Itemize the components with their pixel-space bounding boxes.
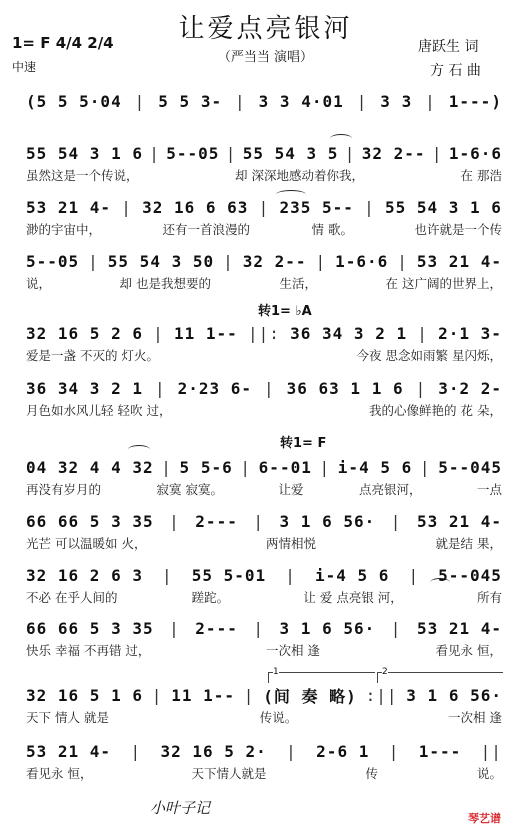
melody-measure: 36 34 3 2 1 [290, 323, 408, 343]
lyric-phrase: 所有 [476, 590, 502, 605]
melody-measure: 1-6·6 [335, 251, 389, 271]
melody-measure: 6--01 [258, 457, 312, 477]
volta-number: 1 [273, 667, 279, 677]
bar-line: | [169, 511, 180, 531]
tempo-marking: 中速 [12, 60, 37, 74]
melody-measure: i-4 5 6 [314, 565, 390, 585]
melody-row [26, 617, 502, 639]
lyric-phrase: 我的心像鲜艳的 花 朵， [369, 403, 502, 418]
bar-line: | [285, 565, 296, 585]
lyric-phrase: 传说。 [259, 710, 298, 725]
melody-measure: 04 32 4 4 32 [26, 457, 154, 477]
melody-row [26, 90, 502, 112]
bar-line: | [364, 197, 375, 217]
performer-credit: （严当当 演唱） [217, 50, 314, 65]
lyric-phrase: 两情相悦 [265, 536, 316, 551]
melody-measure: 3 1 6 56· [279, 511, 376, 531]
bar-line: | [243, 685, 255, 705]
lyrics-row [26, 534, 502, 552]
lyrics-row [26, 346, 502, 364]
melody-row [26, 564, 502, 586]
melody-measure: 55 5-01 [191, 565, 267, 585]
bar-line: | [154, 378, 166, 398]
melody-row [26, 456, 502, 478]
lyric-phrase: 在 这广阔的世界上， [385, 276, 502, 291]
lyric-phrase: 天下情人就是 [191, 766, 267, 781]
lyrics-row [26, 708, 502, 726]
melody-measure: 5 5-6 [179, 457, 233, 477]
lyric-phrase: 爱是一盏 不灭的 灯火。 [26, 348, 159, 363]
transcriber-note: 小叶子记 [150, 799, 211, 817]
melody-row [26, 250, 502, 272]
lyric-phrase: 生活， [279, 276, 318, 291]
bar-line: | [344, 143, 356, 163]
melody-measure: 1--- [418, 741, 462, 761]
melody-measure: (5 5 5·04 [26, 91, 122, 111]
bar-line: | [225, 143, 237, 163]
bar-line: | [397, 251, 408, 271]
melody-measure: 3 3 [380, 91, 413, 111]
bar-line: | [390, 618, 402, 638]
bar-line: | [419, 457, 431, 477]
melody-measure: 36 34 3 2 1 [26, 378, 143, 398]
lyric-phrase: 不必 在乎人间的 [26, 590, 118, 605]
melody-measure: 32 16 2 6 3 [26, 565, 143, 585]
melody-measure: 5--045 [438, 565, 502, 585]
melody-measure: 11 1-- [174, 323, 238, 343]
bar-line: | [315, 251, 327, 271]
melody-measure: 3 1 6 56· [279, 618, 376, 638]
lyrics-row [26, 274, 502, 292]
bar-line: | [253, 511, 264, 531]
lyric-phrase: 一点 [476, 482, 502, 497]
bar-line: | [319, 457, 331, 477]
lyrics-row [26, 480, 502, 498]
bar-line: | [153, 323, 164, 343]
bar-line: | [258, 197, 270, 217]
melody-measure: 3·2 2- [438, 378, 502, 398]
bar-line: | [415, 378, 427, 398]
melody-measure: 5--05 [26, 251, 80, 271]
bar-line: | [121, 197, 132, 217]
melody-measure: 2·23 6- [177, 378, 253, 398]
bar-line: | [134, 91, 146, 111]
melody-row [26, 142, 502, 164]
lyric-phrase: 一次相 逢 [448, 710, 502, 725]
lyric-phrase: 看见永 恒， [435, 643, 502, 658]
melody-measure: 66 66 5 3 35 [26, 511, 154, 531]
bar-line: | [235, 91, 246, 111]
melody-measure: 1-6·6 [448, 143, 502, 163]
bar-line: ||: [248, 323, 280, 343]
melody-measure: 55 54 3 1 6 [384, 197, 502, 217]
slur [128, 445, 150, 454]
lyric-phrase: 虽然这是一个传说， [26, 168, 139, 183]
lyric-phrase: 让爱 [278, 482, 304, 497]
melody-row [26, 322, 502, 344]
melody-measure: 53 21 4- [416, 618, 502, 638]
melody-measure: 2--- [195, 618, 238, 638]
lyric-phrase: 却 深深地感动着你我， [235, 168, 364, 183]
lyric-phrase: 蹉跎。 [191, 590, 230, 605]
bar-line: | [431, 143, 443, 163]
melody-row [26, 510, 502, 532]
bar-line: | [169, 618, 180, 638]
melody-measure: 2·1 3- [438, 323, 502, 343]
lyric-phrase: 光芒 可以温暖如 火， [26, 536, 147, 551]
lyric-phrase: 今夜 思念如雨繁 星闪烁， [356, 348, 502, 363]
lyric-phrase: 让 爱 点亮银 河， [303, 590, 403, 605]
lyric-phrase: 天下 情人 就是 [26, 710, 109, 725]
bar-line: | [425, 91, 436, 111]
lyric-phrase: 传 [365, 766, 378, 781]
bar-line: | [88, 251, 99, 271]
lyric-phrase: 渺的宇宙中， [26, 222, 102, 237]
lyric-phrase: 就是结 果， [435, 536, 502, 551]
lyric-phrase: 快乐 幸福 不再错 过， [26, 643, 151, 658]
melody-measure: 32 16 5 1 6 [26, 685, 143, 705]
bar-line: | [408, 565, 420, 585]
melody-measure: 3 1 6 56· [406, 685, 502, 705]
melody-measure: 32 2-- [361, 143, 426, 163]
melody-measure: 53 21 4- [26, 197, 112, 217]
melody-measure: 2--- [195, 511, 238, 531]
lyric-phrase: 说， [26, 276, 52, 291]
bar-line: | [130, 741, 142, 761]
melody-measure: 53 21 4- [26, 741, 112, 761]
melody-measure: 36 63 1 1 6 [286, 378, 404, 398]
lyric-phrase: 再没有岁月的 [26, 482, 102, 497]
bar-line: | [149, 143, 160, 163]
melody-measure: 32 16 5 2 6 [26, 323, 143, 343]
lyrics-row [26, 220, 502, 238]
melody-measure: 2-6 1 [316, 741, 370, 761]
lyric-phrase: 说。 [476, 766, 502, 781]
lyric-phrase: 还有一首浪漫的 [162, 222, 251, 237]
bar-line: | [162, 565, 173, 585]
composer-credit: 方 石 曲 [430, 63, 481, 79]
lyrics-row [26, 764, 502, 782]
volta-number: 2 [382, 667, 388, 677]
lyric-phrase: 情 歌。 [311, 222, 353, 237]
lyrics-row [26, 588, 502, 606]
bar-line: | [264, 378, 275, 398]
melody-measure: 1---) [448, 91, 502, 111]
melody-measure: 235 5-- [279, 197, 354, 217]
site-watermark: 琴艺谱 [468, 812, 501, 825]
volta-bracket-second [377, 667, 503, 683]
bar-line: | [356, 91, 368, 111]
melody-measure: 32 16 5 2· [160, 741, 267, 761]
modulation-mark: 转1= ♭A [258, 304, 312, 319]
melody-measure: 55 54 3 50 [107, 251, 215, 271]
lyrics-row [26, 166, 502, 184]
key-signature: 1= F 4/4 2/4 [12, 34, 114, 52]
lyric-phrase: 寂寞 寂寞。 [156, 482, 223, 497]
bar-line: || [480, 741, 502, 761]
modulation-mark: 转1= F [280, 436, 327, 451]
melody-measure: 5--045 [438, 457, 502, 477]
bar-line: | [417, 323, 428, 343]
melody-row [26, 196, 502, 218]
bar-line: | [253, 618, 264, 638]
lyrics-row [26, 641, 502, 659]
melody-measure: 53 21 4- [416, 251, 502, 271]
melody-measure: 55 54 3 1 6 [26, 143, 143, 163]
bar-line: | [388, 741, 400, 761]
melody-measure: 5 5 3- [158, 91, 223, 111]
bar-line: | [286, 741, 297, 761]
bar-line: | [223, 251, 234, 271]
melody-measure: 66 66 5 3 35 [26, 618, 154, 638]
melody-measure: i-4 5 6 [337, 457, 413, 477]
lyric-phrase: 月色如水风儿轻 轻吹 过， [26, 403, 172, 418]
lyric-phrase: 在 那浩 [460, 168, 502, 183]
melody-measure: 11 1-- [171, 685, 235, 705]
melody-row [26, 740, 502, 762]
melody-row [26, 684, 502, 706]
bar-line: | [161, 457, 172, 477]
volta-bracket-first [268, 667, 375, 683]
bar-line: :|| [365, 685, 398, 705]
melody-measure: 32 2-- [242, 251, 307, 271]
bar-line: | [390, 511, 402, 531]
lyric-phrase: 一次相 逢 [265, 643, 320, 658]
melody-measure: 5--05 [166, 143, 220, 163]
lyric-phrase: 看见永 恒， [26, 766, 93, 781]
bar-line: | [151, 685, 163, 705]
melody-measure: 32 16 6 63 [142, 197, 249, 217]
melody-measure: 53 21 4- [416, 511, 502, 531]
melody-measure: 55 54 3 5 [242, 143, 339, 163]
melody-measure: 3 3 4·01 [258, 91, 344, 111]
melody-measure: (间 奏 略) [263, 686, 357, 706]
lyric-phrase: 也许就是一个传 [414, 222, 502, 237]
lyric-phrase: 点亮银河， [358, 482, 422, 497]
lyricist-credit: 唐跃生 词 [418, 39, 479, 55]
lyrics-row [26, 401, 502, 419]
bar-line: | [240, 457, 252, 477]
melody-row [26, 377, 502, 399]
song-title: 让爱点亮银河 [178, 14, 353, 44]
lyric-phrase: 却 也是我想要的 [119, 276, 211, 291]
